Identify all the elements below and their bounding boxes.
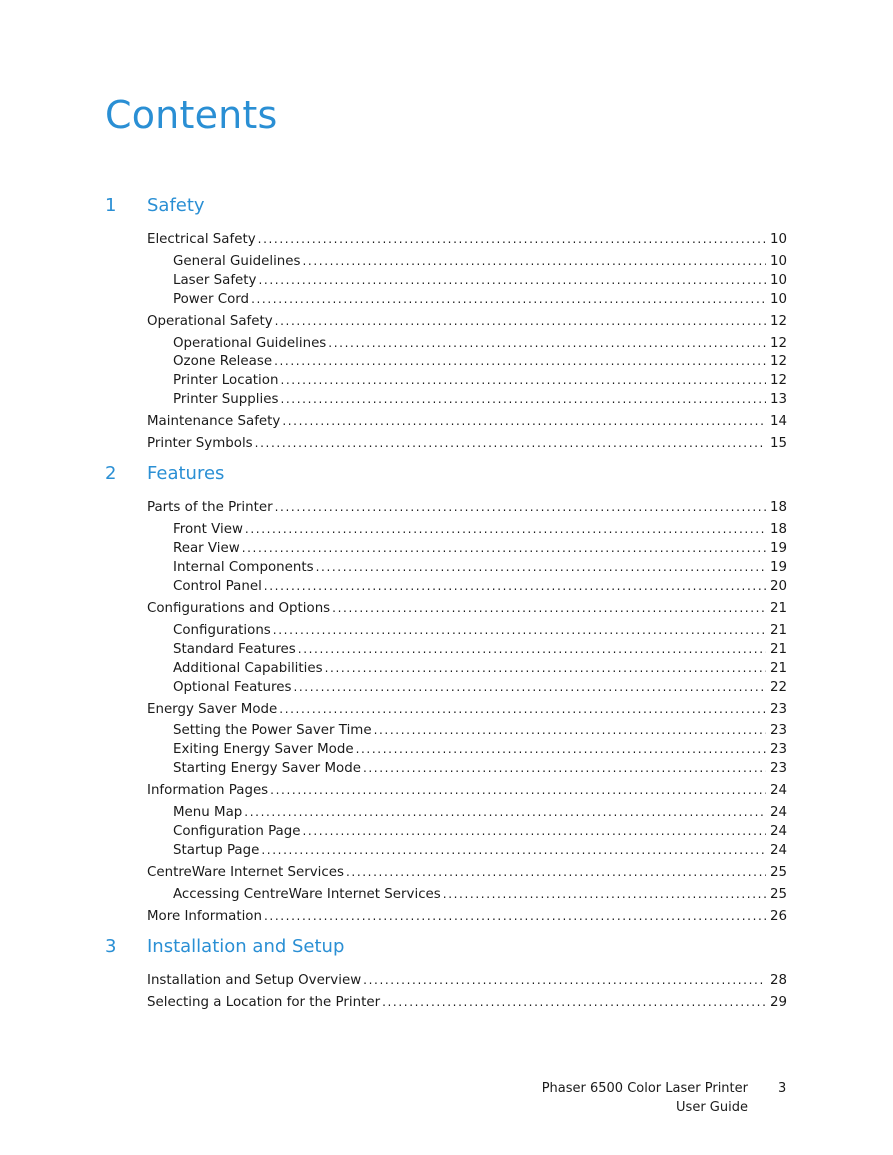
chapter-number: 2 (105, 463, 117, 484)
toc-page-number: 10 (769, 254, 787, 269)
toc-page-number: 12 (769, 336, 787, 351)
toc-page-number: 28 (769, 973, 787, 988)
toc-entry-label: Additional Capabilities (173, 661, 323, 676)
toc-page-number: 24 (769, 824, 787, 839)
toc-entry-label: Optional Features (173, 680, 292, 695)
toc-page-number: 21 (769, 601, 787, 616)
toc-subentry[interactable] (173, 885, 787, 904)
toc-entry-label: Startup Page (173, 843, 260, 858)
chapter-heading[interactable] (0, 195, 893, 221)
toc-subentry[interactable] (173, 678, 787, 697)
toc-entry[interactable] (147, 863, 787, 882)
toc-entry-label: Printer Symbols (147, 436, 253, 451)
dot-leader (264, 577, 766, 596)
toc-page-number: 23 (769, 702, 787, 717)
toc-entry-label: Laser Safety (173, 273, 257, 288)
footer-product-name: Phaser 6500 Color Laser Printer (541, 1081, 748, 1096)
toc-entry-label: Front View (173, 522, 243, 537)
toc-subentry[interactable] (173, 803, 787, 822)
dot-leader (282, 412, 766, 431)
toc-entry-label: Accessing CentreWare Internet Services (173, 887, 441, 902)
toc-entry-label: Power Cord (173, 292, 250, 307)
dot-leader (293, 678, 766, 697)
toc-entry-label: Operational Guidelines (173, 336, 327, 351)
toc-page-number: 25 (769, 865, 787, 880)
toc-entry[interactable] (147, 971, 787, 990)
toc-page-number: 10 (769, 232, 787, 247)
toc-page-number: 10 (769, 292, 787, 307)
dot-leader (325, 659, 766, 678)
toc-entry[interactable] (147, 412, 787, 431)
toc-page-number: 12 (769, 354, 787, 369)
toc-subentry[interactable] (173, 352, 787, 371)
dot-leader (303, 252, 766, 271)
toc-page-number: 20 (769, 579, 787, 594)
dot-leader (245, 520, 766, 539)
toc-entry-label: Selecting a Location for the Printer (147, 995, 381, 1010)
toc-entry-label: Ozone Release (173, 354, 273, 369)
toc-page-number: 21 (769, 642, 787, 657)
toc-entry-label: Operational Safety (147, 314, 273, 329)
toc-entry-label: Standard Features (173, 642, 296, 657)
dot-leader (274, 352, 766, 371)
toc-entry-label: Electrical Safety (147, 232, 256, 247)
dot-leader (328, 334, 766, 353)
toc-subentry[interactable] (173, 621, 787, 640)
toc-page-number: 23 (769, 723, 787, 738)
toc-entry-label: Starting Energy Saver Mode (173, 761, 361, 776)
toc-entry-label: General Guidelines (173, 254, 301, 269)
dot-leader (244, 803, 766, 822)
footer-page-number: 3 (778, 1081, 787, 1096)
toc-entry[interactable] (147, 700, 787, 719)
dot-leader (270, 781, 766, 800)
toc-page-number: 14 (769, 414, 787, 429)
toc-page-number: 12 (769, 314, 787, 329)
toc-page-number: 26 (769, 909, 787, 924)
dot-leader (382, 993, 766, 1012)
dot-leader (251, 290, 766, 309)
footer-document-name: User Guide (676, 1100, 748, 1115)
toc-entry[interactable] (147, 993, 787, 1012)
toc-entry[interactable] (147, 599, 787, 618)
toc-page-number: 15 (769, 436, 787, 451)
toc-entry-label: Installation and Setup Overview (147, 973, 362, 988)
dot-leader (258, 271, 765, 290)
toc-entry-label: Configurations (173, 623, 271, 638)
toc-page-number: 24 (769, 805, 787, 820)
dot-leader (316, 558, 766, 577)
chapter-title[interactable]: Features (147, 463, 225, 484)
toc-entry[interactable] (147, 312, 787, 331)
toc-entry-label: Rear View (173, 541, 240, 556)
toc-page-number: 23 (769, 742, 787, 757)
toc-subentry[interactable] (173, 841, 787, 860)
dot-leader (356, 740, 766, 759)
toc-page-number: 13 (769, 392, 787, 407)
toc-page-number: 25 (769, 887, 787, 902)
toc-entry-label: Menu Map (173, 805, 243, 820)
dot-leader (332, 599, 766, 618)
toc-page-number: 21 (769, 661, 787, 676)
toc-subentry[interactable] (173, 721, 787, 740)
toc-subentry[interactable] (173, 271, 787, 290)
toc-entry[interactable] (147, 907, 787, 926)
dot-leader (363, 971, 766, 990)
toc-entry-label: Printer Supplies (173, 392, 279, 407)
toc-entry-label: More Information (147, 909, 262, 924)
chapter-number: 1 (105, 195, 117, 216)
dot-leader (363, 759, 766, 778)
dot-leader (258, 230, 766, 249)
toc-subentry[interactable] (173, 822, 787, 841)
toc-subentry[interactable] (173, 539, 787, 558)
dot-leader (279, 700, 766, 719)
toc-page-number: 19 (769, 541, 787, 556)
dot-leader (280, 390, 766, 409)
dot-leader (346, 863, 766, 882)
toc-entry-label: Maintenance Safety (147, 414, 281, 429)
toc-page-number: 10 (769, 273, 787, 288)
toc-subentry[interactable] (173, 558, 787, 577)
toc-entry-label: Information Pages (147, 783, 269, 798)
dot-leader (273, 621, 766, 640)
dot-leader (242, 539, 766, 558)
toc-subentry[interactable] (173, 290, 787, 309)
toc-page-number: 18 (769, 500, 787, 515)
dot-leader (298, 640, 766, 659)
toc-subentry[interactable] (173, 759, 787, 778)
toc-entry-label: Configurations and Options (147, 601, 331, 616)
chapter-number: 3 (105, 936, 117, 957)
toc-entry-label: Control Panel (173, 579, 262, 594)
toc-entry[interactable] (147, 230, 787, 249)
dot-leader (303, 822, 766, 841)
chapter-heading[interactable] (0, 463, 893, 489)
toc-subentry[interactable] (173, 577, 787, 596)
toc-subentry[interactable] (173, 390, 787, 409)
toc-entry-label: Configuration Page (173, 824, 301, 839)
dot-leader (374, 721, 766, 740)
toc-entry[interactable] (147, 498, 787, 517)
dot-leader (280, 371, 766, 390)
toc-entry-label: Exiting Energy Saver Mode (173, 742, 354, 757)
toc-page-number: 12 (769, 373, 787, 388)
toc-entry-label: Energy Saver Mode (147, 702, 278, 717)
dot-leader (443, 885, 766, 904)
page-title: Contents (105, 93, 278, 137)
toc-page-number: 23 (769, 761, 787, 776)
toc-page-number: 18 (769, 522, 787, 537)
dot-leader (264, 907, 766, 926)
toc-page-number: 29 (769, 995, 787, 1010)
toc-subentry[interactable] (173, 334, 787, 353)
dot-leader (275, 498, 766, 517)
toc-entry-label: CentreWare Internet Services (147, 865, 344, 880)
toc-entry-label: Internal Components (173, 560, 314, 575)
toc-subentry[interactable] (173, 659, 787, 678)
chapter-heading[interactable] (0, 936, 893, 962)
toc-subentry[interactable] (173, 640, 787, 659)
toc-entry[interactable] (147, 434, 787, 453)
toc-entry-label: Printer Location (173, 373, 279, 388)
toc-entry[interactable] (147, 781, 787, 800)
toc-subentry[interactable] (173, 252, 787, 271)
dot-leader (261, 841, 766, 860)
chapter-title[interactable]: Installation and Setup (147, 936, 345, 957)
toc-entry-label: Setting the Power Saver Time (173, 723, 372, 738)
dot-leader (255, 434, 766, 453)
dot-leader (275, 312, 766, 331)
chapter-title[interactable]: Safety (147, 195, 205, 216)
toc-page-number: 22 (769, 680, 787, 695)
toc-page-number: 19 (769, 560, 787, 575)
toc-entry-label: Parts of the Printer (147, 500, 273, 515)
toc-page-number: 24 (769, 843, 787, 858)
toc-subentry[interactable] (173, 520, 787, 539)
toc-subentry[interactable] (173, 740, 787, 759)
toc-page-number: 21 (769, 623, 787, 638)
toc-page-number: 24 (769, 783, 787, 798)
toc-subentry[interactable] (173, 371, 787, 390)
